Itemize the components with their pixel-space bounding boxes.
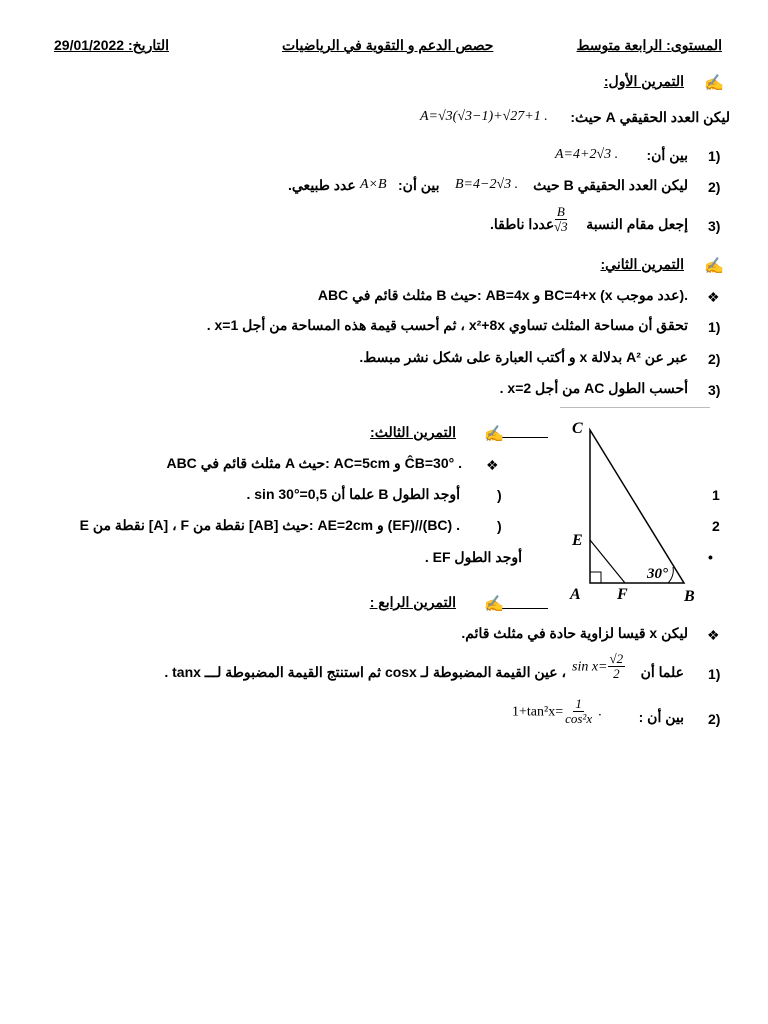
pencil-icon: ✍ <box>704 258 724 275</box>
vertex-label-e: E <box>572 532 583 549</box>
ex1-q2-text3: عدد طبيعي. <box>288 177 356 193</box>
pencil-icon: ✍ <box>704 75 724 92</box>
diamond-bullet-icon: ❖ <box>707 289 720 305</box>
ex2-q2-number: 2) <box>708 351 721 367</box>
ex2-q2-text: عبر عن A² بدلالة x و أكتب العبارة على شكل نشر مبسط. <box>359 349 688 365</box>
ex3-q2-text: E نقطة من [A] ، F نقطة من [AB] حيث: AE=2cm و (EF)//(BC) . <box>79 517 460 533</box>
ex1-q3-text: إجعل مقام النسبة <box>586 216 688 232</box>
ex1-q3-number: 3) <box>708 218 721 234</box>
fraction-denominator: √3 <box>554 218 568 234</box>
fraction-numerator: √2 <box>609 651 624 666</box>
fraction-denominator: 2 <box>613 665 620 681</box>
ex3-q1-number: 1 <box>712 487 720 503</box>
ex2-q3-number: 3) <box>708 382 721 398</box>
ex4-q2-math <box>512 697 602 725</box>
ex1-q3-fraction <box>552 205 570 233</box>
ex1-q2-number: 2) <box>708 179 721 195</box>
fraction-numerator: B <box>556 204 565 219</box>
ex1-intro-text: ليكن العدد الحقيقي A حيث: <box>570 109 730 125</box>
page-title: حصص الدعم و التقوية في الرياضيات <box>282 37 494 53</box>
ex3-q2-number: 2 <box>712 518 720 534</box>
ex1-q1-number: 1) <box>708 148 721 164</box>
identity-end: . <box>598 704 603 720</box>
ex1-q3-text2: عددا ناطقا. <box>490 216 555 232</box>
ex4-q1-math <box>572 652 625 680</box>
ex3-q1-paren: ) <box>497 487 502 503</box>
ex3-q3-text: أوجد الطول EF . <box>424 549 522 565</box>
ex4-q1-number: 1) <box>708 666 721 682</box>
ex1-q1-text: بين أن: <box>646 147 688 163</box>
vertex-label-a: A <box>570 586 581 603</box>
level-label: المستوى: الرابعة متوسط <box>576 37 722 53</box>
ex4-title: التمرين الرابع : <box>369 594 456 610</box>
vertex-label-c: C <box>572 420 583 437</box>
ex3-q3-bullet: • <box>708 549 713 565</box>
ex3-title: التمرين الثالث: <box>370 424 456 440</box>
ex1-intro-math: A=√3(√3−1)+√27+1 . <box>420 109 548 124</box>
pencil-icon: ✍ <box>484 596 504 613</box>
fraction-denominator: cos²x <box>565 710 593 726</box>
diamond-bullet-icon: ❖ <box>707 627 720 643</box>
divider-line <box>560 407 710 408</box>
vertex-label-f: F <box>617 586 628 603</box>
ex2-title: التمرين الثاني: <box>600 256 684 272</box>
ex1-q2-text: ليكن العدد الحقيقي B حيث <box>533 177 688 193</box>
title-dash-line <box>502 608 548 609</box>
angle-arc <box>668 567 673 583</box>
vertex-label-b: B <box>684 588 695 605</box>
ex1-q2-math: B=4−2√3 . <box>455 177 519 192</box>
ex3-intro-text: ABC مثلث قائم في A حيث: AC=5cm و ĈB=30° . <box>166 455 462 471</box>
ex2-q3-text: أحسب الطول AC من أجل x=2 . <box>499 380 688 396</box>
ex3-q2-paren: ) <box>497 518 502 534</box>
sine-expression: sin x= <box>572 659 608 675</box>
angle-label: 30° <box>647 566 668 582</box>
ex1-q2-math2: A×B <box>360 177 387 192</box>
right-angle-mark <box>590 572 601 583</box>
ex1-title: التمرين الأول: <box>603 73 684 89</box>
pencil-icon: ✍ <box>484 426 504 443</box>
triangle-abc <box>590 430 684 583</box>
ex2-intro-text: ABC مثلث قائم في B حيث: AB=4x و BC=4+x (x عدد موجب). <box>317 287 688 303</box>
ex2-q1-text: تحقق أن مساحة المثلث تساوي x²+8x ، ثم أحسب قيمة هذه المساحة من أجل x=1 . <box>206 317 688 333</box>
ex4-q1-text: علما أن <box>640 664 684 680</box>
ex2-q1-number: 1) <box>708 319 721 335</box>
diamond-bullet-icon: ❖ <box>486 457 499 473</box>
fraction-numerator: 1 <box>575 696 582 711</box>
segment-ef <box>590 540 625 583</box>
ex1-q1-math: A=4+2√3 . <box>555 147 619 162</box>
date-label: التاريخ: 29/01/2022 <box>54 37 169 53</box>
ex4-intro-text: ليكن x قيسا لزاوية حادة في مثلث قائم. <box>461 625 688 641</box>
ex3-q1-text: أوجد الطول B علما أن sin 30°=0,5 . <box>246 486 460 502</box>
title-dash-line <box>502 437 548 438</box>
ex4-q2-text: بين أن : <box>638 709 684 725</box>
ex1-q2-text2: بين أن: <box>398 177 440 193</box>
ex4-q1-text2: ، عين القيمة المضبوطة لـ cosx ثم استنتج القيمة المضبوطة لـــ tanx . <box>164 664 566 680</box>
ex4-q2-number: 2) <box>708 711 721 727</box>
triangle-figure <box>560 415 710 610</box>
identity-expression: 1+tan²x= <box>512 704 564 720</box>
